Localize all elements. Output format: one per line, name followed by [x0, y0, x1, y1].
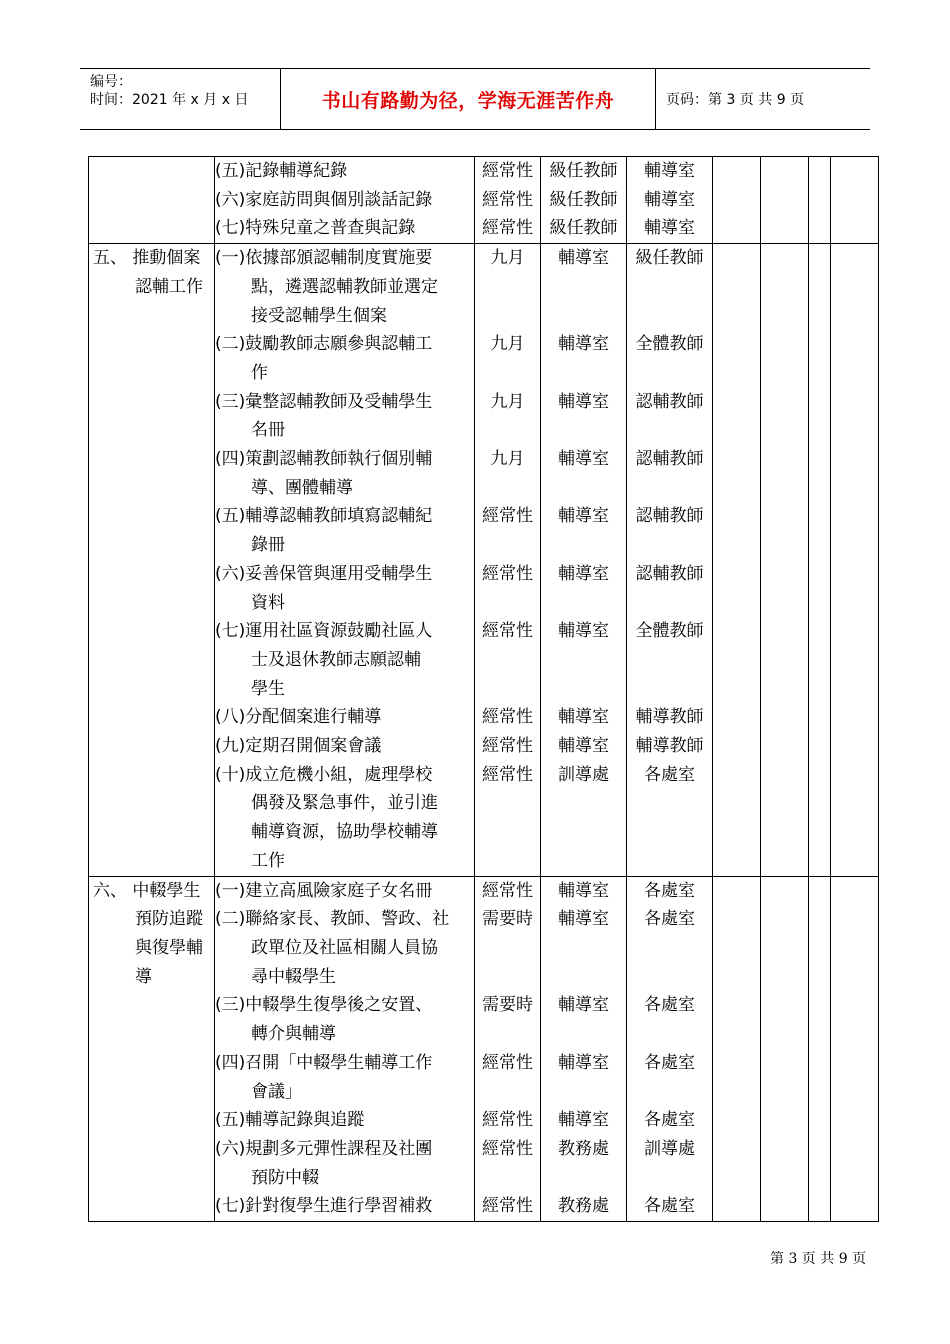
timing-text: 經常性: [482, 189, 533, 210]
lead-unit-text: 輔導室: [558, 334, 609, 355]
empty-cell: [761, 876, 809, 1221]
lead-unit-text: 輔導室: [558, 563, 609, 584]
timing-text: 經常性: [482, 1052, 533, 1073]
task-line: 作: [251, 362, 268, 383]
task-line: 輔導資源，協助學校輔導: [251, 822, 438, 843]
table-body: [89, 157, 879, 1222]
timing-text: 經常性: [482, 707, 533, 728]
task-line: (五)輔導記錄與追蹤: [215, 1110, 365, 1131]
item-title-line: 認輔工作: [135, 276, 203, 297]
assist-unit-text: 全體教師: [635, 621, 704, 642]
assist-unit-text: 訓導處: [644, 1138, 695, 1159]
task-line: (七)特殊兒童之普查與記錄: [215, 218, 416, 239]
item-cell: [89, 876, 215, 1221]
empty-cell: [713, 157, 761, 244]
work-plan-table: [88, 156, 879, 1222]
page-header: [80, 68, 870, 130]
timing-text: 需要時: [482, 995, 533, 1016]
timing-text: 需要時: [482, 909, 533, 930]
table-row: [89, 157, 879, 244]
assist-unit-text: 認輔教師: [635, 506, 704, 527]
lead-unit-text: 輔導室: [558, 506, 609, 527]
task-cell: [215, 157, 475, 244]
lead-unit-cell: [541, 157, 627, 244]
assist-unit-text: 輔導室: [644, 218, 695, 239]
item-title-line: 與復學輔: [135, 937, 203, 958]
assist-unit-text: 各處室: [644, 995, 695, 1016]
item-title-line: 五、 推動個案: [93, 248, 201, 269]
lead-unit-text: 輔導室: [558, 735, 609, 756]
lead-unit-text: 輔導室: [558, 995, 609, 1016]
timing-text: 九月: [490, 248, 525, 269]
assist-unit-text: 各處室: [644, 909, 695, 930]
lead-unit-text: 輔導室: [558, 448, 609, 469]
timing-text: 九月: [490, 391, 525, 412]
timing-text: 經常性: [482, 880, 533, 901]
lead-unit-cell: [541, 244, 627, 876]
assist-unit-text: 各處室: [644, 880, 695, 901]
lead-unit-cell: [541, 876, 627, 1221]
timing-text: 經常性: [482, 1110, 533, 1131]
assist-unit-cell: [627, 876, 713, 1221]
task-line: (二)鼓勵教師志願參與認輔工: [215, 334, 433, 355]
assist-unit-text: 全體教師: [635, 334, 704, 355]
header-motto-cell: [281, 69, 656, 129]
assist-unit-text: 級任教師: [635, 248, 704, 269]
assist-unit-text: 輔導室: [644, 161, 695, 181]
task-line: 名冊: [251, 420, 285, 441]
timing-text: 經常性: [482, 764, 533, 785]
timing-text: 經常性: [482, 218, 533, 239]
timing-cell: [475, 244, 541, 876]
timing-text: 經常性: [482, 506, 533, 527]
item-title-line: 導: [135, 966, 152, 987]
lead-unit-text: 教務處: [558, 1196, 609, 1217]
assist-unit-text: 各處室: [644, 764, 695, 785]
lead-unit-text: 輔導室: [558, 1052, 609, 1073]
task-line: (四)策劃認輔教師執行個別輔: [215, 449, 433, 470]
empty-cell: [809, 876, 831, 1221]
task-line: 導、團體輔導: [251, 477, 353, 498]
task-line: 錄冊: [251, 535, 285, 556]
empty-cell: [809, 244, 831, 876]
header-page-cell: [656, 69, 870, 129]
item-title-line: 預防追蹤: [135, 909, 203, 930]
task-line: 士及退休教師志願認輔: [251, 649, 421, 670]
task-line: (二)聯絡家長、教師、警政、社: [215, 909, 450, 930]
lead-unit-text: 輔導室: [558, 621, 609, 642]
timing-text: 經常性: [482, 1196, 533, 1217]
lead-unit-text: 級任教師: [549, 218, 618, 239]
assist-unit-text: 各處室: [644, 1196, 695, 1217]
assist-unit-text: 輔導室: [644, 189, 695, 210]
timing-text: 九月: [490, 448, 525, 469]
lead-unit-text: 輔導室: [558, 707, 609, 728]
header-info: [80, 69, 281, 129]
assist-unit-cell: [627, 244, 713, 876]
code-label: 编号：: [90, 74, 132, 90]
task-line: (三)中輟學生復學後之安置、: [215, 995, 433, 1016]
task-line: 尋中輟學生: [251, 966, 336, 987]
task-line: (九)定期召開個案會議: [215, 736, 382, 757]
page-footer: 第 3 页 共 9 页: [770, 1251, 867, 1267]
task-line: (五)記錄輔導紀錄: [215, 161, 348, 181]
empty-cell: [713, 244, 761, 876]
lead-unit-text: 輔導室: [558, 880, 609, 901]
timing-text: 經常性: [482, 161, 533, 181]
task-line: (七)針對復學生進行學習補救: [215, 1196, 433, 1217]
task-line: 政單位及社區相關人員協: [251, 937, 438, 958]
item-cell: [89, 244, 215, 876]
assist-unit-text: 輔導教師: [635, 707, 704, 728]
task-line: (十)成立危機小組，處理學校: [215, 764, 433, 785]
lead-unit-text: 輔導室: [558, 391, 609, 412]
task-line: (四)召開「中輟學生輔導工作: [215, 1052, 433, 1073]
table-row: [89, 876, 879, 1221]
timing-text: 經常性: [482, 1138, 533, 1159]
item-title-line: 六、 中輟學生: [93, 880, 201, 901]
lead-unit-text: 輔導室: [558, 248, 609, 269]
assist-unit-text: 各處室: [644, 1110, 695, 1131]
task-line: 轉介與輔導: [251, 1024, 336, 1045]
empty-cell: [761, 157, 809, 244]
empty-cell: [831, 157, 879, 244]
table-row: [89, 244, 879, 876]
assist-unit-text: 輔導教師: [635, 735, 704, 756]
task-line: (八)分配個案進行輔導: [215, 707, 382, 728]
task-line: 點，遴選認輔教師並選定: [251, 276, 438, 297]
motto: 书山有路勤为径，学海无涯苦作舟: [321, 89, 615, 112]
task-line: (一)建立高風險家庭子女名冊: [215, 880, 433, 901]
lead-unit-text: 教務處: [558, 1138, 609, 1159]
empty-cell: [761, 244, 809, 876]
task-line: 會議」: [251, 1081, 302, 1102]
task-line: 資料: [251, 592, 285, 613]
assist-unit-cell: [627, 157, 713, 244]
timing-text: 經常性: [482, 621, 533, 642]
task-line: 預防中輟: [251, 1167, 319, 1188]
timing-text: 經常性: [482, 735, 533, 756]
assist-unit-text: 認輔教師: [635, 563, 704, 584]
task-line: 學生: [251, 678, 285, 699]
task-line: 工作: [251, 850, 285, 871]
timing-cell: [475, 157, 541, 244]
page-label: 页码：第 3 页 共 9 页: [666, 92, 805, 108]
task-line: 接受認輔學生個案: [251, 305, 387, 326]
item-cell: [89, 157, 215, 244]
lead-unit-text: 訓導處: [558, 764, 609, 785]
lead-unit-text: 輔導室: [558, 1110, 609, 1131]
assist-unit-text: 認輔教師: [635, 448, 704, 469]
lead-unit-text: 級任教師: [549, 189, 618, 210]
lead-unit-text: 輔導室: [558, 909, 609, 930]
empty-cell: [713, 876, 761, 1221]
task-line: 偶發及緊急事件，並引進: [251, 793, 438, 814]
timing-text: 經常性: [482, 563, 533, 584]
timing-text: 九月: [490, 334, 525, 355]
task-line: (六)家庭訪問與個別談話記錄: [215, 189, 433, 210]
task-cell: [215, 876, 475, 1221]
empty-cell: [809, 157, 831, 244]
assist-unit-text: 認輔教師: [635, 391, 704, 412]
task-line: (一)依據部頒認輔制度實施要: [215, 248, 433, 269]
lead-unit-text: 級任教師: [549, 161, 618, 181]
task-line: (三)彙整認輔教師及受輔學生: [215, 391, 433, 412]
timing-cell: [475, 876, 541, 1221]
assist-unit-text: 各處室: [644, 1052, 695, 1073]
task-cell: [215, 244, 475, 876]
task-line: (七)運用社區資源鼓勵社區人: [215, 621, 433, 642]
task-line: (五)輔導認輔教師填寫認輔紀: [215, 506, 433, 527]
task-line: (六)妥善保管與運用受輔學生: [215, 563, 433, 584]
empty-cell: [831, 244, 879, 876]
empty-cell: [831, 876, 879, 1221]
date-label: 时间：2021 年 x 月 x 日: [90, 92, 249, 108]
task-line: (六)規劃多元彈性課程及社團: [215, 1138, 433, 1159]
